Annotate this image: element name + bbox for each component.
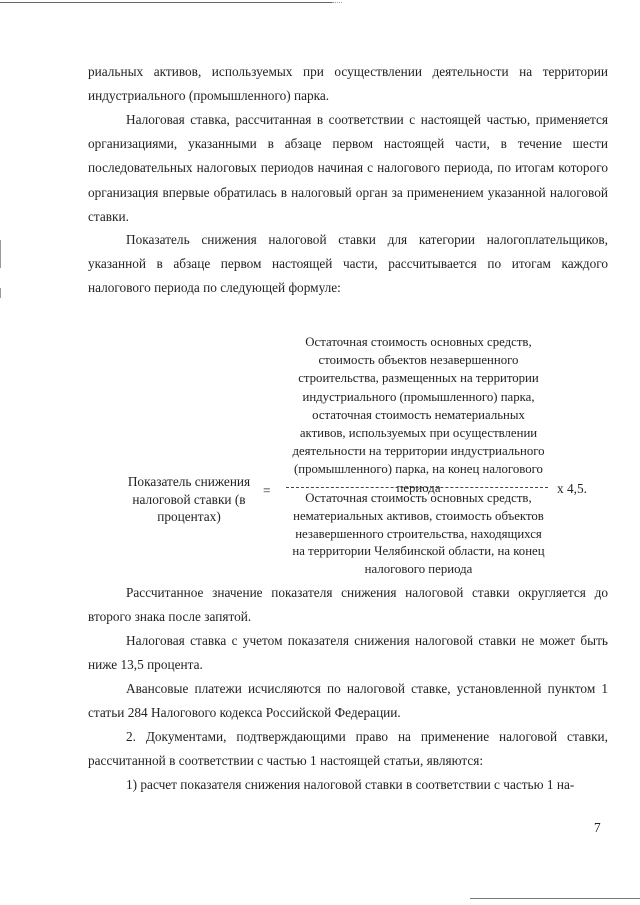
formula-equals-sign: = bbox=[263, 483, 271, 498]
top-rule-fragment bbox=[332, 2, 342, 4]
formula-left-label: Показатель снижения налоговой ставки (в процентах) bbox=[127, 474, 251, 524]
paragraph-list-item-1: 1) расчет показателя снижения налоговой ставки в соответствии с частью 1 на- bbox=[126, 777, 575, 792]
paragraph-advance-payments: Авансовые платежи исчисляются по налоговой ставке, установленной пунктом 1 статьи 284 Налогового кодекса Российской Федерации. bbox=[88, 681, 608, 721]
formula-denominator: Остаточная стоимость основных средств, нематериальных активов, стоимость объектов незавершенного строительства, находящихся на территории Челябинской области, на конец налогового периода bbox=[292, 491, 545, 577]
paragraph-rounding: Рассчитанное значение показателя снижения налоговой ставки округляется до второго знака после запятой. bbox=[88, 585, 608, 625]
formula-multiplier: x 4,5. bbox=[557, 481, 587, 496]
paragraph-continuation: риальных активов, используемых при осуществлении деятельности на территории индустриального (промышленного) парка. bbox=[88, 64, 608, 104]
margin-mark bbox=[0, 288, 1, 298]
paragraph-documents: 2. Документами, подтверждающими право на применение налоговой ставки, рассчитанной в соответствии с частью 1 настоящей статьи, являются: bbox=[88, 729, 608, 769]
margin-mark bbox=[0, 240, 1, 268]
paragraph-min-rate: Налоговая ставка с учетом показателя снижения налоговой ставки не может быть ниже 13,5 процента. bbox=[88, 633, 608, 673]
paragraph-indicator-intro: Показатель снижения налоговой ставки для категории налогоплательщиков, указанной в абзаце первом настоящей части, рассчитывается по итогам каждого налогового периода по следующей формуле: bbox=[88, 232, 608, 296]
paragraph-tax-rate-application: Налоговая ставка, рассчитанная в соответствии с настоящей частью, применяется организациями, указанными в абзаце первом настоящей части, в течение шести последовательных налоговых периодов начиная с налогового периода, по итогам которого организация впервые обратилась в налоговый орган за применением указанной налоговой ставки. bbox=[88, 112, 608, 224]
page-number: 7 bbox=[594, 820, 601, 835]
top-rule bbox=[0, 2, 332, 3]
fraction-line bbox=[286, 487, 548, 489]
formula-numerator: Остаточная стоимость основных средств, стоимость объектов незавершенного строительства, размещенных на территории индустриального (промышленного) парка, остаточная стоимость нематериальных активов, используемых при осуществлении деятельности на территории индустриального (промышленного) парка, на конец налогового периода bbox=[292, 335, 545, 495]
bottom-rule bbox=[470, 898, 640, 899]
